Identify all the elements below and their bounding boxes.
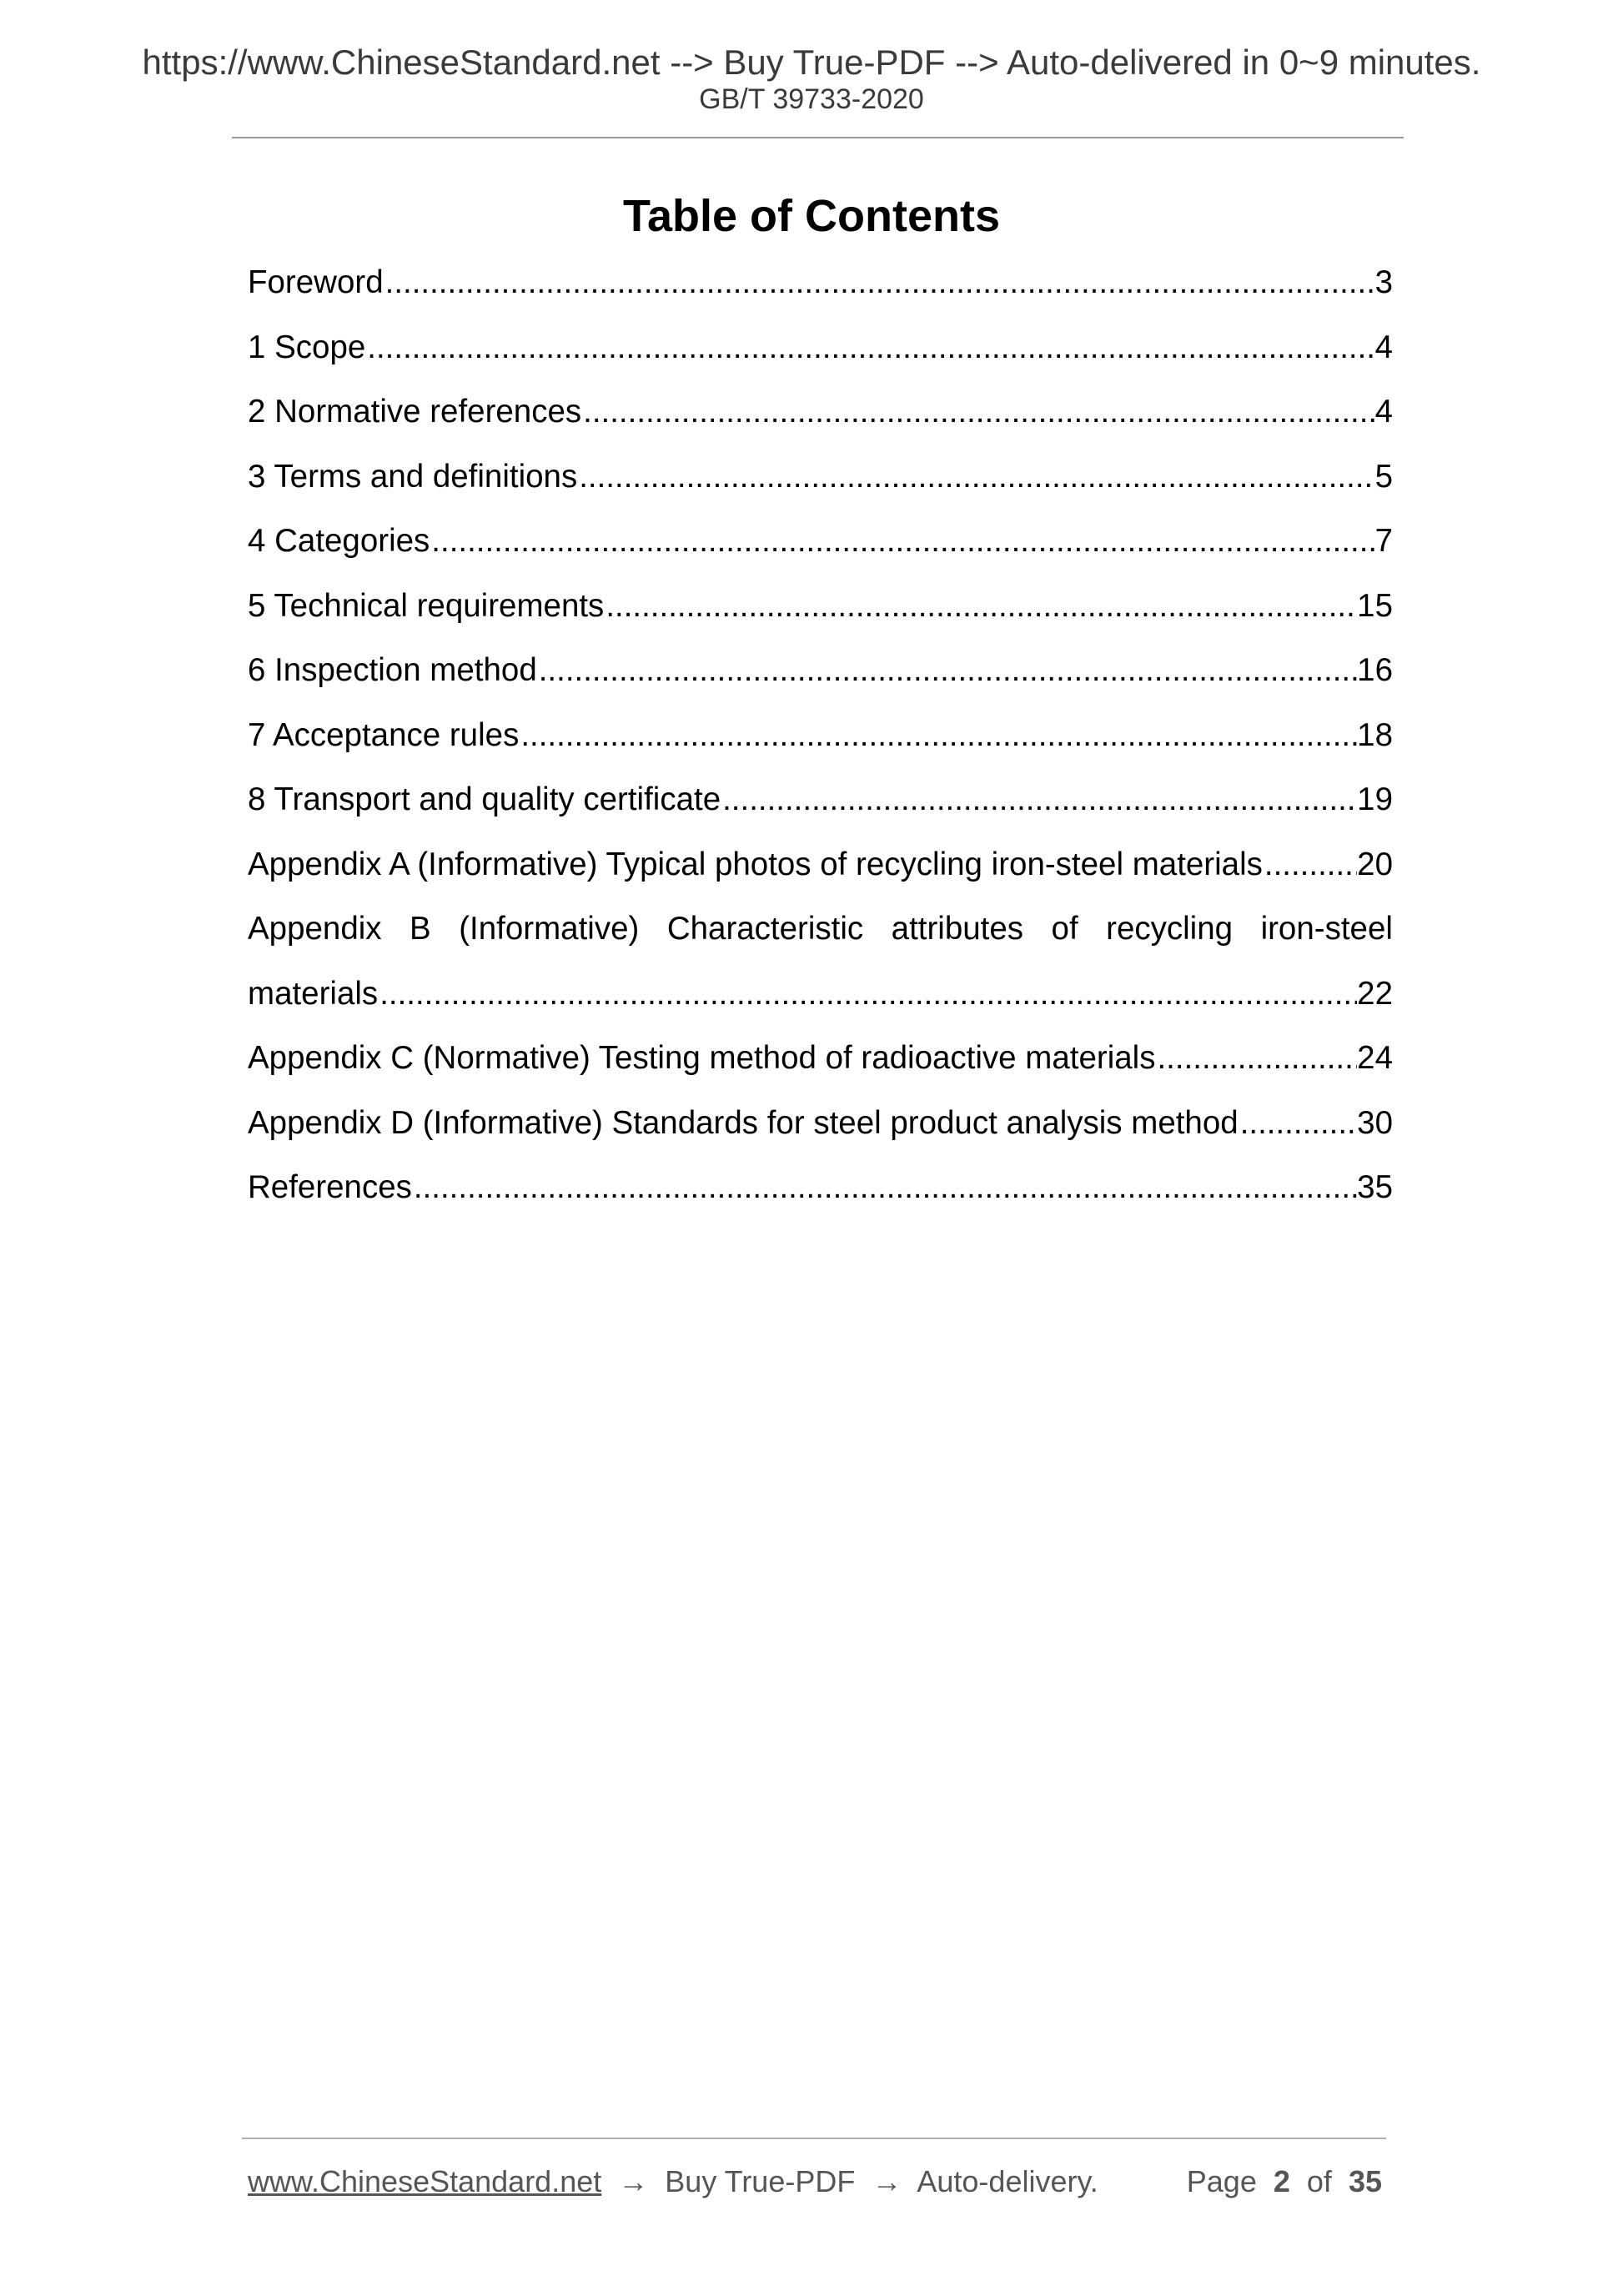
toc-entry-page: 4 xyxy=(1374,331,1393,365)
toc-word: recycling xyxy=(1106,911,1234,947)
toc-entry-page: 15 xyxy=(1357,590,1393,624)
arrow-right-icon: → xyxy=(872,2164,902,2198)
page-indicator xyxy=(1186,2164,1382,2198)
toc-entry-label: Appendix A (Informative) Typical photos of recycling iron-steel materials xyxy=(248,848,1263,882)
toc-entry-page: 19 xyxy=(1357,784,1393,817)
toc-entry-page: 3 xyxy=(1374,267,1393,300)
footer-buy-text: Buy True-PDF xyxy=(665,2164,856,2198)
toc-dot-leader xyxy=(384,267,1375,299)
document-code: GB/T 39733-2020 xyxy=(699,83,924,115)
footer-divider xyxy=(242,2138,1386,2139)
toc-dot-leader xyxy=(577,461,1374,494)
toc-entry-label: Appendix D (Informative) Standards for steel product analysis method xyxy=(248,1107,1239,1141)
toc-word: of xyxy=(1051,911,1078,947)
toc-entry-label: 4 Categories xyxy=(248,525,430,559)
toc-entry-appendix-c[interactable] xyxy=(248,1042,1393,1108)
toc-entry-page: 5 xyxy=(1374,460,1393,495)
toc-dot-leader xyxy=(378,978,1357,1011)
table-of-contents xyxy=(248,267,1393,1237)
toc-dot-leader xyxy=(365,332,1374,364)
toc-dot-leader xyxy=(721,784,1357,816)
arrow-right-icon: → xyxy=(618,2164,649,2198)
toc-entry-label: 7 Acceptance rules xyxy=(248,719,520,753)
toc-entry-page: 18 xyxy=(1357,719,1393,753)
toc-entry-appendix-d[interactable] xyxy=(248,1108,1393,1173)
toc-entry-page: 7 xyxy=(1374,525,1393,559)
toc-entry-categories[interactable] xyxy=(248,525,1393,590)
toc-entry-transport-certificate[interactable] xyxy=(248,784,1393,849)
footer-links xyxy=(248,2164,1098,2198)
toc-word: Characteristic xyxy=(666,911,864,947)
toc-entry-label: materials xyxy=(248,977,379,1012)
header-divider xyxy=(232,137,1404,138)
footer-delivery-text: Auto-delivery. xyxy=(917,2164,1098,2198)
of-word: of xyxy=(1306,2164,1332,2198)
toc-entry-page: 20 xyxy=(1357,848,1393,882)
toc-entry-page: 16 xyxy=(1357,655,1393,688)
toc-dot-leader xyxy=(1263,849,1357,882)
toc-entry-page: 22 xyxy=(1357,977,1393,1012)
toc-dot-leader xyxy=(1155,1042,1357,1075)
toc-entry-page: 24 xyxy=(1357,1042,1393,1076)
toc-entry-scope[interactable] xyxy=(248,332,1393,397)
toc-entry-label: References xyxy=(248,1172,412,1205)
toc-dot-leader xyxy=(519,720,1357,752)
toc-entry-technical-requirements[interactable] xyxy=(248,590,1393,656)
toc-entry-label: 3 Terms and definitions xyxy=(248,460,578,495)
current-page: 2 xyxy=(1273,2164,1290,2198)
toc-entry-normative-references[interactable] xyxy=(248,396,1393,461)
toc-entry-foreword[interactable] xyxy=(248,267,1393,332)
toc-entry-page: 35 xyxy=(1357,1172,1393,1205)
toc-title: Table of Contents xyxy=(623,191,1000,241)
toc-entry-label: 5 Technical requirements xyxy=(248,590,605,624)
toc-entry-page: 4 xyxy=(1374,396,1393,430)
toc-word: Appendix xyxy=(248,911,382,947)
total-pages: 35 xyxy=(1348,2164,1382,2198)
page-word: Page xyxy=(1186,2164,1257,2198)
toc-dot-leader xyxy=(581,396,1374,429)
toc-entry-page: 30 xyxy=(1357,1107,1393,1141)
toc-entry-label: Foreword xyxy=(248,267,384,300)
site-banner: https://www.ChineseStandard.net --> Buy True-PDF --> Auto-delivered in 0~9 minutes. xyxy=(142,43,1481,82)
toc-word: (Informative) xyxy=(459,911,640,947)
toc-entry-label: Appendix C (Normative) Testing method of radioactive materials xyxy=(248,1042,1156,1076)
toc-word: attributes xyxy=(891,911,1024,947)
toc-entry-label: 8 Transport and quality certificate xyxy=(248,784,721,817)
toc-dot-leader xyxy=(430,525,1374,558)
page-footer xyxy=(248,2164,1382,2198)
toc-dot-leader xyxy=(537,655,1357,687)
toc-entry-references[interactable] xyxy=(248,1172,1393,1237)
toc-dot-leader xyxy=(604,590,1357,623)
toc-entry-label: 1 Scope xyxy=(248,331,366,365)
site-link[interactable]: www.ChineseStandard.net xyxy=(248,2164,602,2198)
toc-entry-label: 6 Inspection method xyxy=(248,655,537,688)
toc-entry-label: 2 Normative references xyxy=(248,396,582,430)
toc-entry-terms-definitions[interactable] xyxy=(248,461,1393,526)
toc-entry-appendix-b-line1[interactable] xyxy=(248,913,1393,978)
toc-entry-appendix-a[interactable] xyxy=(248,849,1393,914)
toc-dot-leader xyxy=(412,1172,1357,1204)
toc-word: iron-steel xyxy=(1260,911,1393,947)
toc-entry-acceptance-rules[interactable] xyxy=(248,720,1393,785)
toc-word: B xyxy=(410,911,431,947)
toc-entry-appendix-b-line2[interactable] xyxy=(248,978,1393,1043)
toc-entry-inspection-method[interactable] xyxy=(248,655,1393,720)
toc-dot-leader xyxy=(1239,1108,1357,1140)
